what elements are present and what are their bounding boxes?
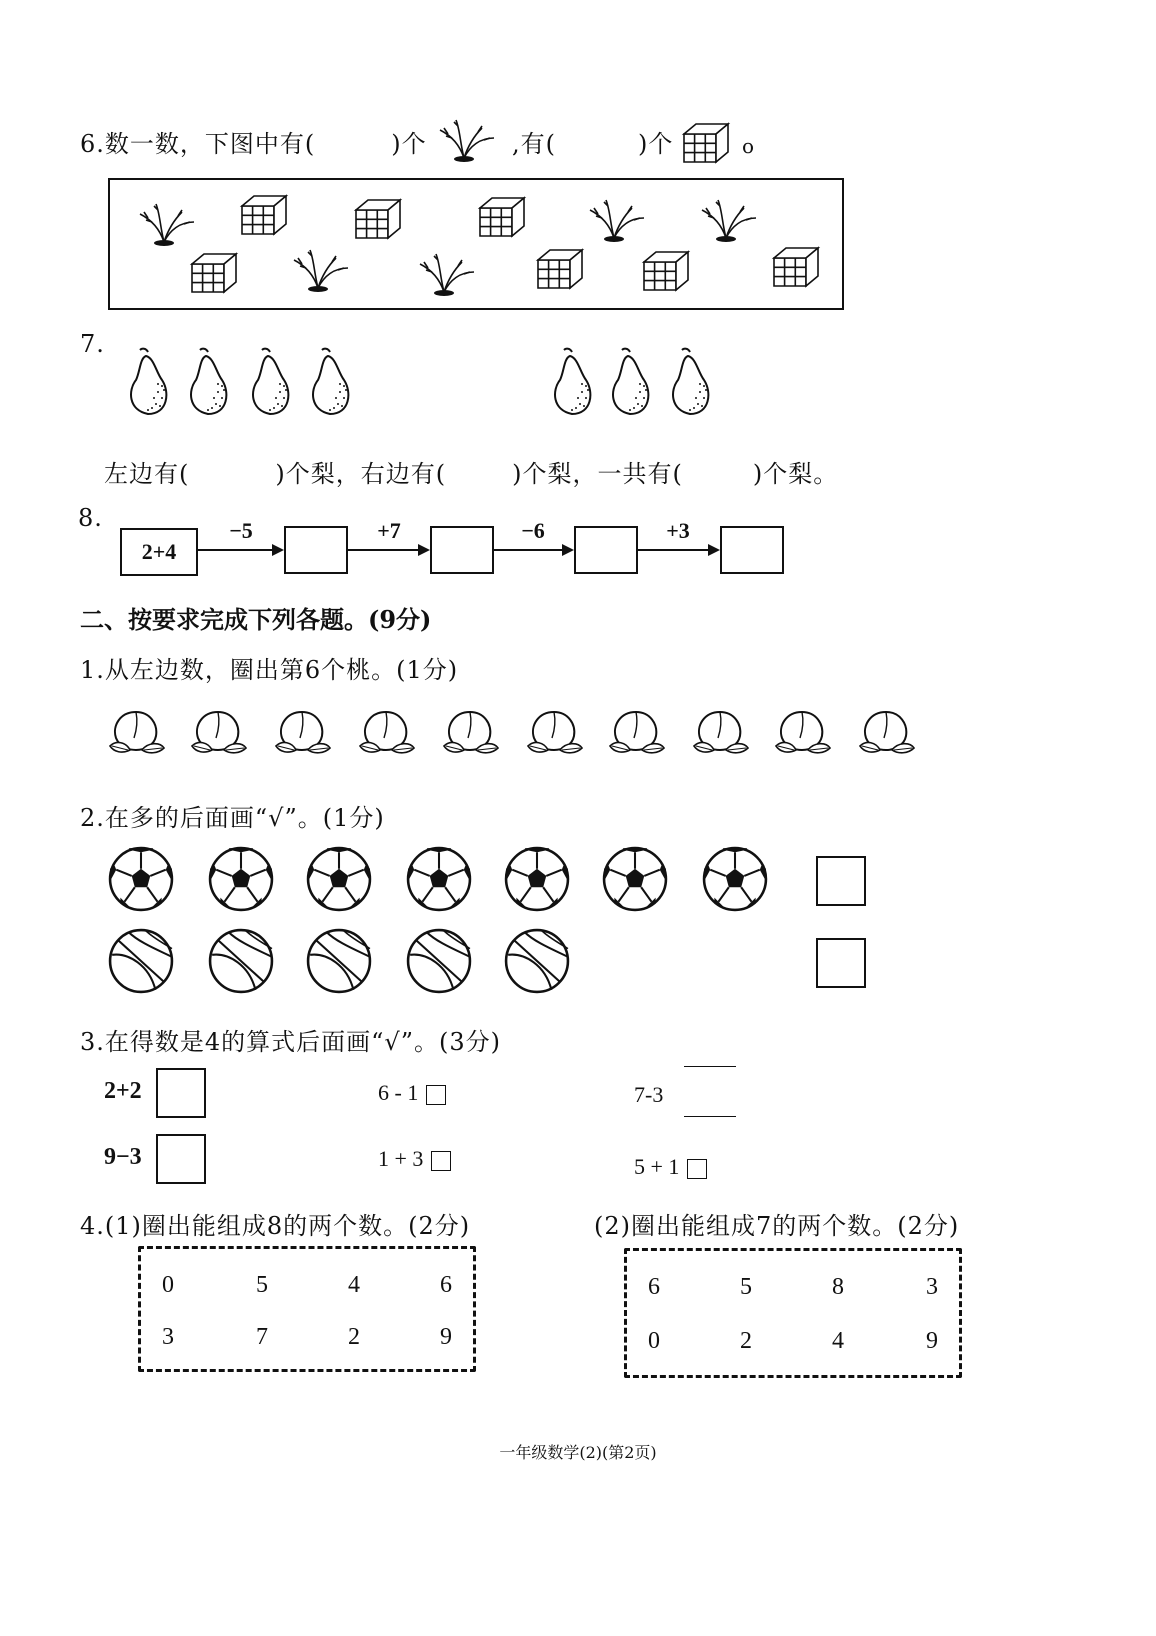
p3-expr-3: 6 - 1 [378,1080,419,1105]
q8-answer-box[interactable] [284,526,348,574]
q6-mid3: )个 [638,130,674,158]
p4-b-number[interactable]: 6 [648,1274,660,1300]
p2-text: 2.在多的后面画“√”。(1分) [80,804,385,832]
p4-a-number[interactable]: 4 [348,1272,360,1298]
peach-icon [606,704,668,758]
p3-line-bottom[interactable] [684,1116,736,1117]
q7-text-b: )个梨，右边有( [275,460,447,488]
q8-start-value: 2+4 [141,539,177,564]
p3-text: 3.在得数是4的算式后面画“√”。(3分) [80,1028,501,1056]
p3-check-box-3[interactable] [426,1085,446,1105]
p2-answer-box-soccer[interactable] [816,856,866,906]
p3-item-6 [634,1154,707,1180]
pear-icon [122,348,174,420]
p4-a-number[interactable]: 7 [256,1324,268,1350]
soccer-ball-icon [406,846,472,912]
q8-answer-box[interactable] [430,526,494,574]
q7-sentence [104,454,838,489]
basketball-icon [208,928,274,994]
p2-answer-box-basketball[interactable] [816,938,866,988]
q8-start-box [120,528,198,576]
soccer-ball-icon [306,846,372,912]
p4-b-number[interactable]: 5 [740,1274,752,1300]
p4-b-number[interactable]: 4 [832,1328,844,1354]
soccer-ball-icon [602,846,668,912]
p4-a-number[interactable]: 3 [162,1324,174,1350]
p3-expr-2: 9−3 [104,1144,142,1170]
peach-icon [356,704,418,758]
p4-a-number-frame [138,1246,476,1372]
cube-icon [680,120,732,164]
plant-icon [692,196,760,242]
q7-text-d: )个梨。 [752,460,839,488]
soccer-ball-icon [504,846,570,912]
pear-icon [304,348,356,420]
p3-expr-4: 1 + 3 [378,1146,424,1171]
peach-icon [772,704,834,758]
q8-answer-box[interactable] [574,526,638,574]
plant-icon [410,250,478,296]
q8-answer-box[interactable] [720,526,784,574]
basketball-icon [108,928,174,994]
plant-icon [580,196,648,242]
q8-op-label: −5 [229,518,253,543]
cube-icon [238,192,290,236]
plant-icon [430,116,498,162]
soccer-ball-icon [108,846,174,912]
cube-icon [476,194,528,238]
pear-icon [182,348,234,420]
q6-mid1: )个 [391,130,427,158]
p3-check-box-2[interactable] [156,1134,206,1184]
q7-text-c: )个梨，一共有( [512,460,683,488]
peach-icon [188,704,250,758]
p4-a-number[interactable]: 5 [256,1272,268,1298]
q8-op-label: −6 [521,518,545,543]
p4-b-number[interactable]: 8 [832,1274,844,1300]
cube-icon [188,250,240,294]
p4-a-text: 4.(1)圈出能组成8的两个数。(2分) [80,1212,471,1240]
p4-b-number[interactable]: 9 [926,1328,938,1354]
cube-icon [640,248,692,292]
p3-check-box-1[interactable] [156,1068,206,1118]
peach-icon [524,704,586,758]
q7-text-a: 左边有( [104,460,190,488]
p4-a-number[interactable]: 0 [162,1272,174,1298]
cube-icon [534,246,586,290]
plant-icon [130,200,198,246]
peach-icon [440,704,502,758]
soccer-ball-icon [208,846,274,912]
q8-number: 8. [78,504,103,532]
cube-icon [770,244,822,288]
p3-item-3 [378,1080,446,1106]
p3-expr-6: 5 + 1 [634,1154,680,1179]
p4-b-number[interactable]: 2 [740,1328,752,1354]
p4-a-number[interactable]: 6 [440,1272,452,1298]
pear-icon [604,348,656,420]
q6-line-2 [512,124,673,159]
soccer-ball-icon [702,846,768,912]
plant-icon [284,246,352,292]
q6-mid2: ,有( [512,130,556,158]
section2-title: 二、按要求完成下列各题。(9分) [80,605,432,634]
q7-number: 7. [80,330,105,358]
q8-op-label: +3 [666,518,690,543]
pear-icon [546,348,598,420]
peach-icon [106,704,168,758]
peach-icon [272,704,334,758]
pear-icon [244,348,296,420]
p3-expr-1: 2+2 [104,1078,142,1104]
p4-a-number[interactable]: 2 [348,1324,360,1350]
page-footer: 一年级数学(2)(第2页) [499,1443,657,1462]
q6-line [80,124,427,159]
p3-check-box-4[interactable] [431,1151,451,1171]
p3-expr-5: 7-3 [634,1082,664,1107]
p3-check-box-6[interactable] [687,1159,707,1179]
p4-b-text: (2)圈出能组成7的两个数。(2分) [594,1212,960,1240]
q8-op-label: +7 [377,518,401,543]
peach-icon [690,704,752,758]
p1-text: 1.从左边数，圈出第6个桃。(1分) [80,656,459,684]
basketball-icon [306,928,372,994]
q6-prefix: 6.数一数，下图中有( [80,130,316,158]
p4-a-number[interactable]: 9 [440,1324,452,1350]
cube-icon [352,196,404,240]
basketball-icon [504,928,570,994]
p3-item-4 [378,1146,451,1172]
pear-icon [664,348,716,420]
peach-icon [856,704,918,758]
p4-b-number[interactable]: 3 [926,1274,938,1300]
q6-suffix: o [742,134,756,158]
basketball-icon [406,928,472,994]
p3-line-top [684,1066,736,1067]
p4-b-number[interactable]: 0 [648,1328,660,1354]
p4-b-number-frame [624,1248,962,1378]
